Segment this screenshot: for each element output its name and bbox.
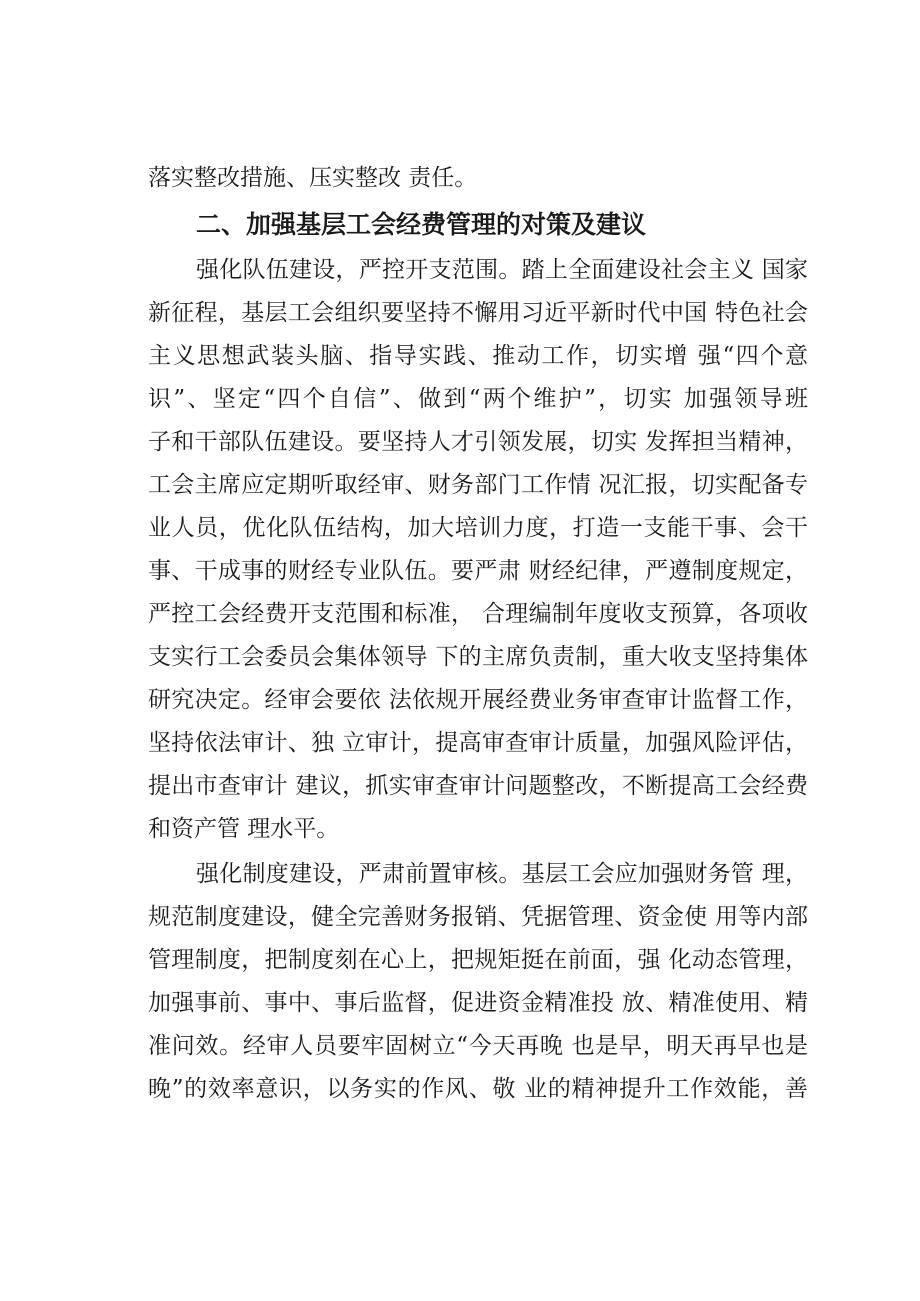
paragraph1-line-3: 主义思想武装头脑、指导实践、推动工作，切实增 强“四个意 [148, 343, 808, 369]
paragraph1-line-7: 业人员，优化队伍结构，加大培训力度，打造一支能干事、会干 [148, 515, 808, 541]
paragraph2-line-3: 管理制度，把制度刻在心上，把规矩挺在前面，强 化动态管理， [148, 947, 808, 973]
paragraph2-line-5: 准问效。经审人员要牢固树立“今天再晚 也是早，明天再早也是 [148, 1033, 808, 1059]
paragraph2-line-1: 强化制度建设，严肃前置审核。基层工会应加强财务管 理， [196, 861, 808, 887]
paragraph2-line-6: 晚”的效率意识，以务实的作风、敬 业的精神提升工作效能，善 [148, 1076, 808, 1102]
top-fragment-line: 落实整改措施、压实整改 责任。 [148, 165, 478, 191]
paragraph2-line-2: 规范制度建设，健全完善财务报销、凭据管理、资金使 用等内部 [148, 904, 808, 930]
paragraph1-line-14: 和资产管 理水平。 [148, 816, 340, 842]
paragraph1-line-10: 支实行工会委员会集体领导 下的主席负责制，重大收支坚持集体 [148, 644, 808, 670]
paragraph1-line-6: 工会主席应定期听取经审、财务部门工作情 况汇报，切实配备专 [148, 472, 808, 498]
paragraph1-line-5: 子和干部队伍建设。要坚持人才引领发展，切实 发挥担当精神， [148, 429, 808, 455]
paragraph1-line-9: 严控工会经费开支范围和标准， 合理编制年度收支预算，各项收 [148, 601, 808, 627]
paragraph1-line-4: 识”、坚定“四个自信”、做到“两个维护”，切实 加强领导班 [148, 386, 808, 412]
paragraph1-line-12: 坚持依法审计、独 立审计，提高审查审计质量，加强风险评估， [148, 730, 808, 756]
paragraph1-line-8: 事、干成事的财经专业队伍。要严肃 财经纪律，严遵制度规定， [148, 558, 808, 584]
paragraph1-line-1: 强化队伍建设，严控开支范围。踏上全面建设社会主义 国家 [196, 257, 808, 283]
paragraph1-line-13: 提出市查审计 建议，抓实审查审计问题整改，不断提高工会经费 [148, 773, 808, 799]
section-heading: 二、加强基层工会经费管理的对策及建议 [196, 210, 647, 239]
paragraph1-line-2: 新征程，基层工会组织要坚持不懈用习近平新时代中国 特色社会 [148, 300, 808, 326]
paragraph2-line-4: 加强事前、事中、事后监督，促进资金精准投 放、精准使用、精 [148, 990, 808, 1016]
paragraph1-line-11: 研究决定。经审会要依 法依规开展经费业务审查审计监督工作， [148, 687, 808, 713]
